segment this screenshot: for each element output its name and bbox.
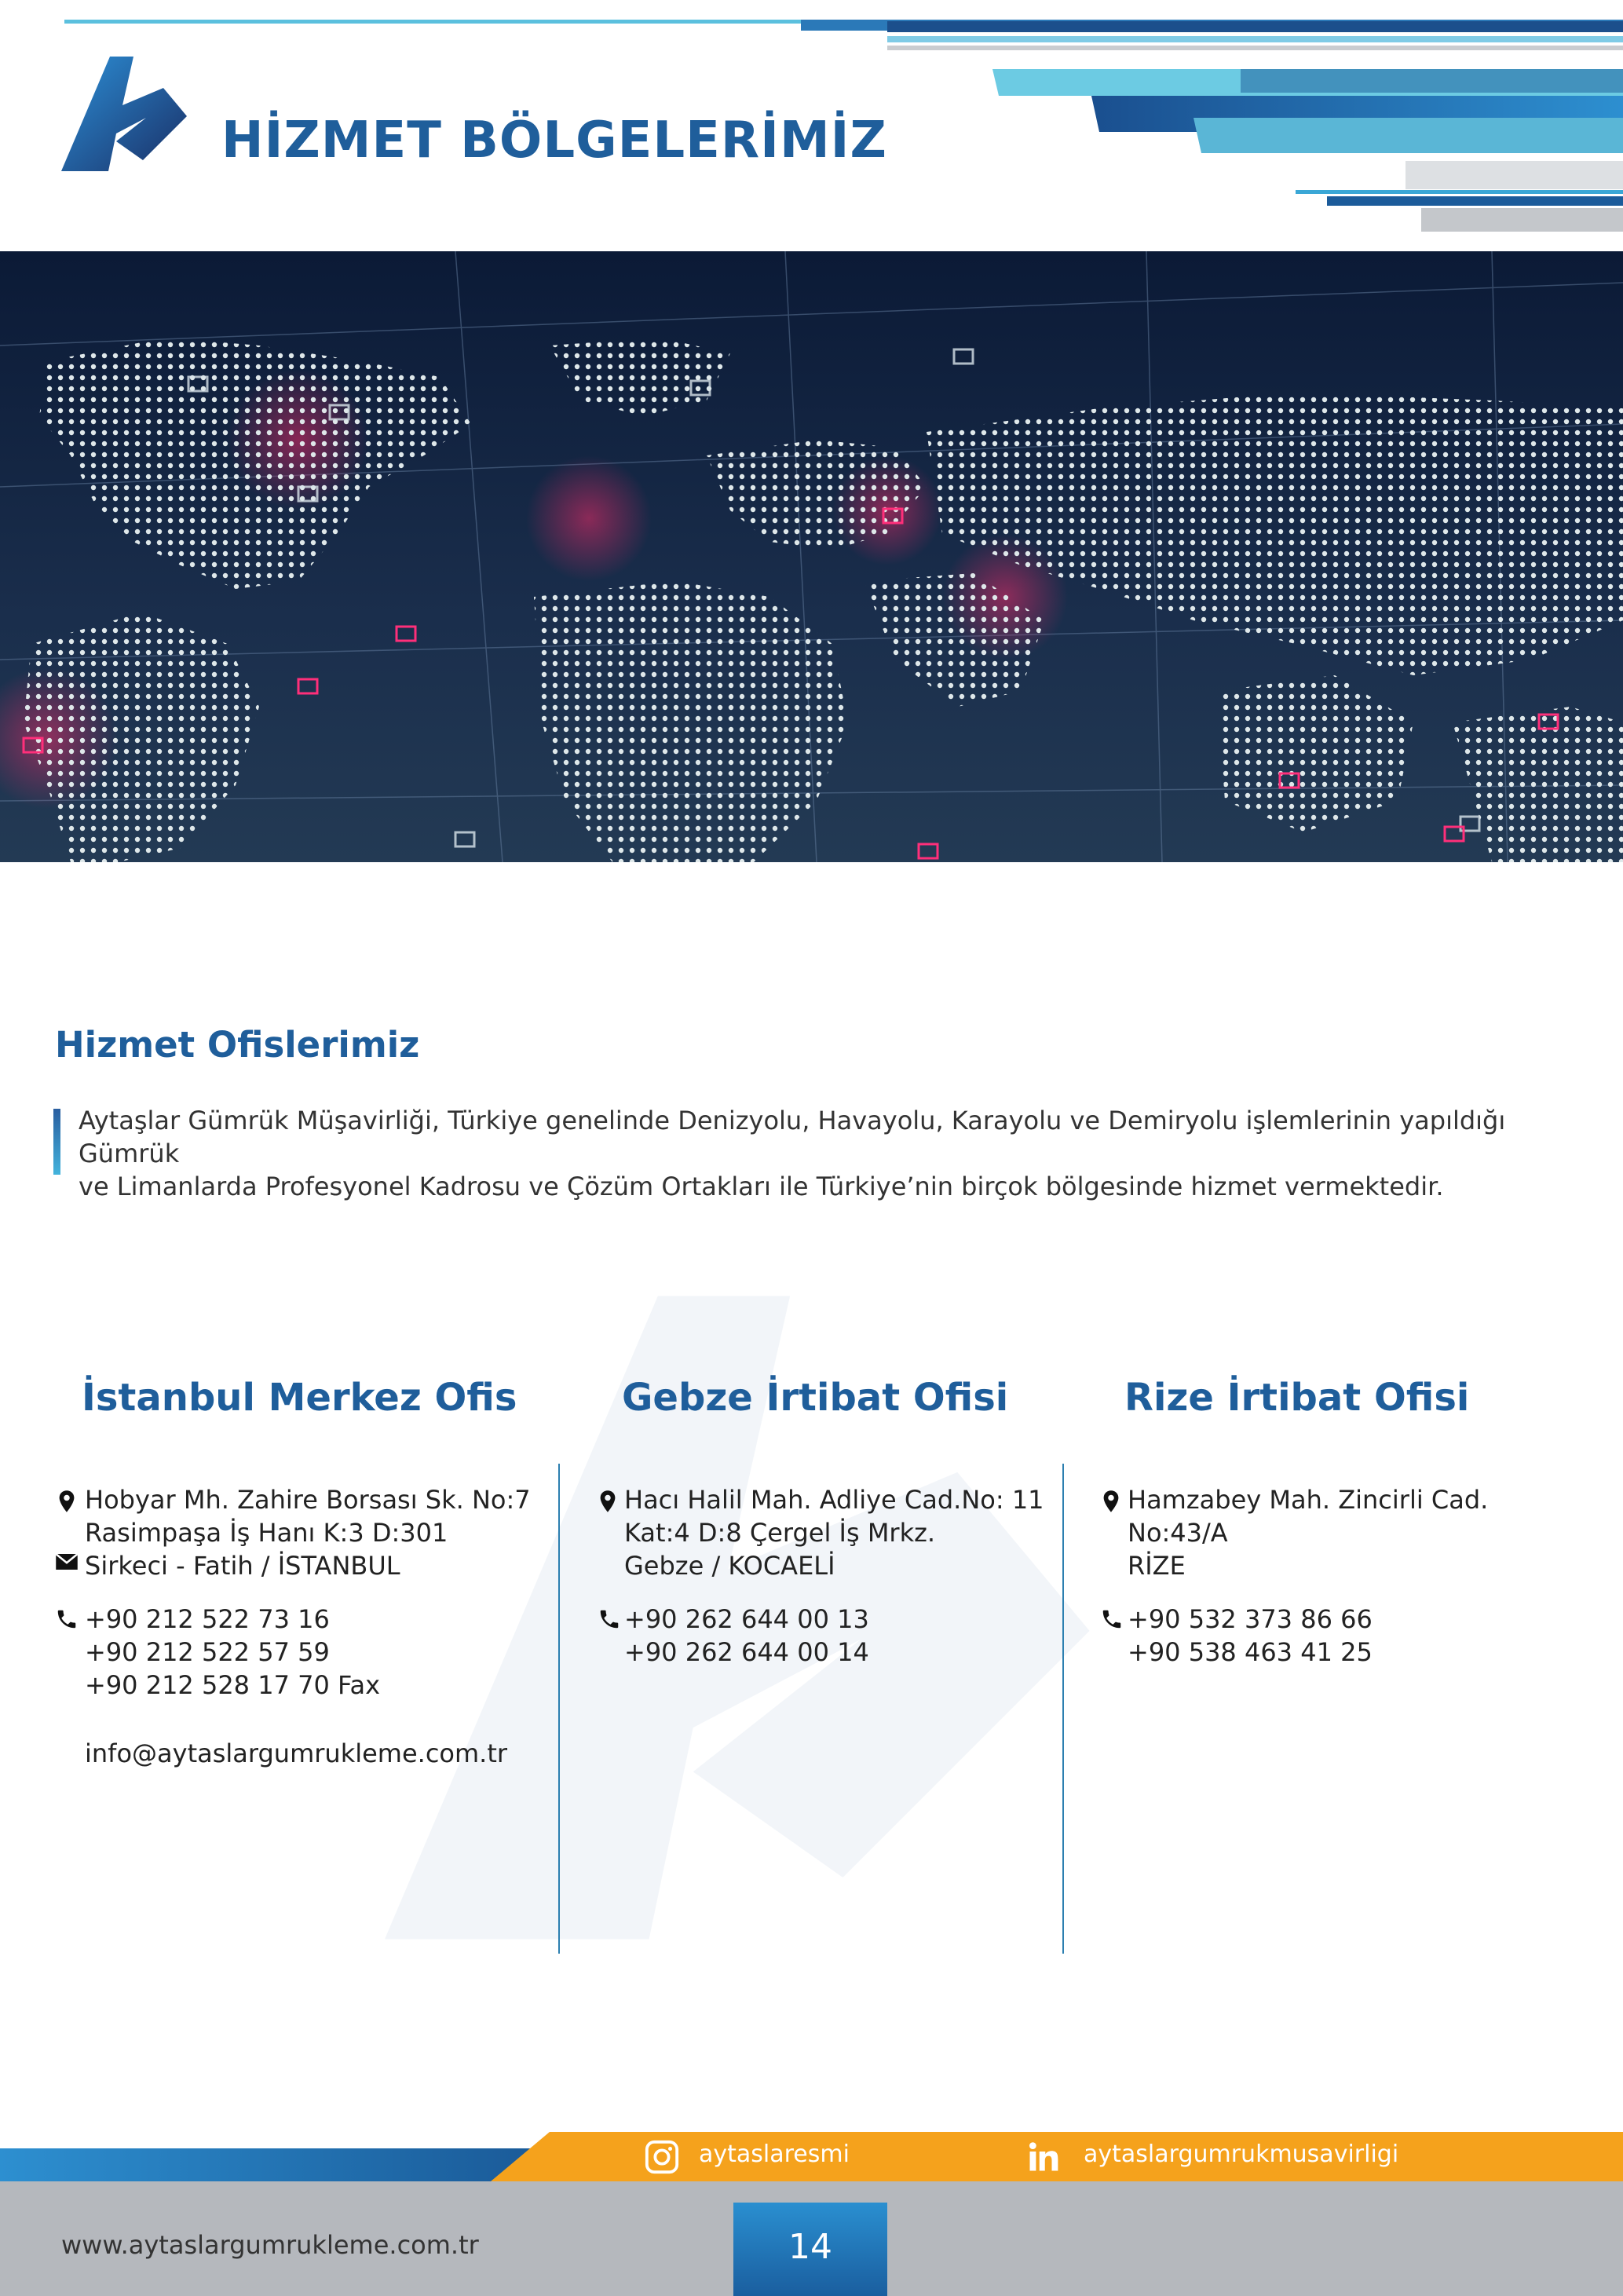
office-address-gebze (624, 1483, 1044, 1582)
section-title: Hizmet Ofislerimiz (55, 1024, 420, 1066)
address-line: Gebze / KOCAELİ (624, 1551, 835, 1581)
page-title: HİZMET BÖLGELERİMİZ (221, 112, 887, 170)
intro-line: ve Limanlarda Profesyonel Kadrosu ve Çözüm Ortakları ile Türkiye’nin birçok bölgesinde hizmet vermektedir. (79, 1172, 1444, 1201)
address-line: Hobyar Mh. Zahire Borsası Sk. No:7 (85, 1485, 531, 1515)
location-pin-icon (1099, 1490, 1123, 1513)
column-divider (558, 1464, 560, 1954)
location-pin-icon (596, 1490, 620, 1513)
office-address-rize (1128, 1483, 1488, 1582)
phone-number[interactable]: +90 212 522 73 16 (85, 1604, 330, 1634)
address-line: Hamzabey Mah. Zincirli Cad. (1128, 1485, 1489, 1515)
phone-icon (55, 1607, 79, 1631)
phone-number[interactable]: +90 212 522 57 59 (85, 1637, 330, 1667)
envelope-icon (55, 1550, 79, 1574)
instagram-icon[interactable] (644, 2139, 680, 2175)
linkedin-handle[interactable]: aytaslargumrukmusavirligi (1084, 2141, 1399, 2168)
office-title-gebze: Gebze İrtibat Ofisi (622, 1376, 1009, 1420)
office-address-istanbul (85, 1483, 531, 1582)
world-map-dots-image (0, 251, 1623, 862)
office-phones-rize (1128, 1603, 1373, 1669)
instagram-handle[interactable]: aytaslaresmi (699, 2141, 850, 2168)
website-link[interactable]: www.aytaslargumrukleme.com.tr (61, 2230, 479, 2260)
address-line: No:43/A (1128, 1518, 1228, 1548)
page-number: 14 (788, 2227, 832, 2267)
phone-icon (598, 1607, 621, 1631)
location-pin-icon (55, 1490, 79, 1513)
phone-number[interactable]: +90 538 463 41 25 (1128, 1637, 1373, 1667)
office-phones-istanbul (85, 1603, 380, 1702)
fax-number: +90 212 528 17 70 Fax (85, 1670, 380, 1700)
address-line: Rasimpaşa İş Hanı K:3 D:301 (85, 1518, 448, 1548)
email-link[interactable]: info@aytaslargumrukleme.com.tr (85, 1738, 508, 1768)
aytaslar-logo-icon (61, 57, 190, 171)
office-title-istanbul: İstanbul Merkez Ofis (82, 1376, 517, 1420)
intro-line: Aytaşlar Gümrük Müşavirliği, Türkiye genelinde Denizyolu, Havayolu, Karayolu ve Demiryolu işlemlerinin yapıldığı Gümrük (79, 1106, 1506, 1168)
phone-number[interactable]: +90 532 373 86 66 (1128, 1604, 1373, 1634)
phone-icon (1100, 1607, 1124, 1631)
address-line: Hacı Halil Mah. Adliye Cad.No: 11 (624, 1485, 1044, 1515)
column-divider (1062, 1464, 1064, 1954)
phone-number[interactable]: +90 262 644 00 14 (624, 1637, 869, 1667)
address-line: RİZE (1128, 1551, 1186, 1581)
linkedin-icon[interactable] (1026, 2141, 1061, 2174)
intro-accent-bar (53, 1109, 60, 1175)
office-title-rize: Rize İrtibat Ofisi (1124, 1376, 1470, 1420)
phone-number[interactable]: +90 262 644 00 13 (624, 1604, 869, 1634)
page-header (0, 0, 1623, 251)
intro-paragraph (79, 1104, 1555, 1203)
address-line: Sirkeci - Fatih / İSTANBUL (85, 1551, 400, 1581)
address-line: Kat:4 D:8 Çergel İş Mrkz. (624, 1518, 936, 1548)
office-phones-gebze (624, 1603, 869, 1669)
